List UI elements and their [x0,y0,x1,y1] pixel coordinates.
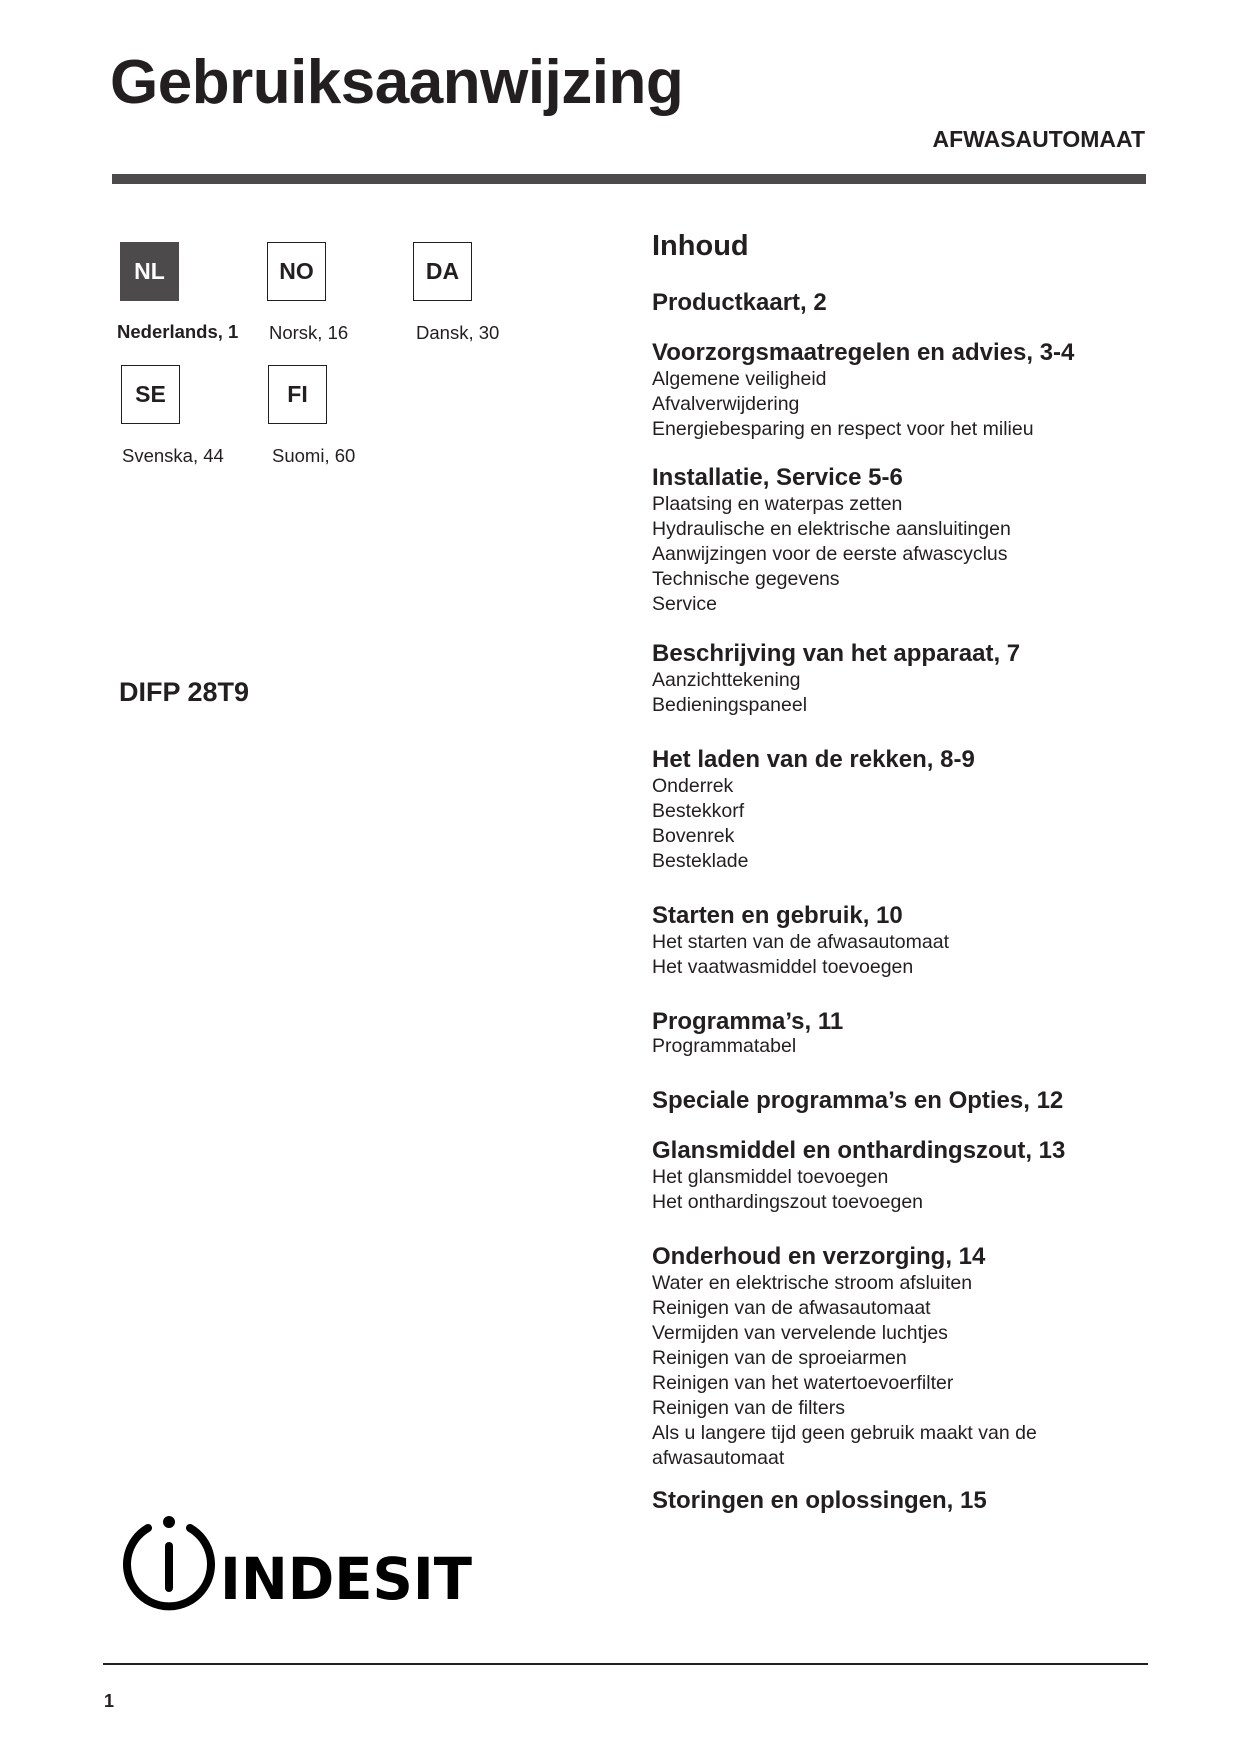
toc-heading[interactable]: Glansmiddel en onthardingszout, 13 [652,1137,1066,1164]
toc-title: Inhoud [652,230,749,262]
language-code: NO [279,258,314,284]
footer-rule [103,1663,1148,1665]
language-box-fi[interactable] [268,365,327,424]
language-code: DA [425,258,460,284]
document-title: Gebruiksaanwijzing [110,48,684,117]
language-label-no[interactable]: Norsk, 16 [269,322,349,343]
toc-item[interactable]: Plaatsing en waterpas zetten [652,493,903,515]
language-box-se[interactable] [121,365,180,424]
toc-item[interactable]: Bestekkorf [652,800,745,822]
toc-item[interactable]: Bedieningspaneel [652,694,808,716]
toc-heading[interactable]: Installatie, Service 5-6 [652,464,903,491]
toc-item[interactable]: Het onthardingszout toevoegen [652,1191,924,1213]
toc-heading[interactable]: Het laden van de rekken, 8-9 [652,746,975,773]
toc-item[interactable]: Programmatabel [652,1035,797,1057]
language-code: SE [135,381,166,407]
toc-item[interactable]: Het vaatwasmiddel toevoegen [652,956,914,978]
toc-item[interactable]: Aanwijzingen voor de eerste afwascyclus [652,543,1008,565]
language-box-nl[interactable] [120,242,179,301]
toc-heading[interactable]: Productkaart, 2 [652,289,827,316]
toc-item[interactable]: Het glansmiddel toevoegen [652,1166,889,1188]
toc-item[interactable]: Vermijden van vervelende luchtjes [652,1322,948,1344]
power-i-icon [127,1516,211,1606]
toc-item[interactable]: Aanzichttekening [652,669,801,691]
toc-heading[interactable]: Beschrijving van het apparaat, 7 [652,640,1021,667]
toc-item[interactable]: Het starten van de afwasautomaat [652,931,950,953]
toc-item[interactable]: Besteklade [652,850,749,872]
product-type: AFWASAUTOMAAT [932,126,1145,152]
toc-item[interactable]: Bovenrek [652,825,735,847]
toc-heading[interactable]: Storingen en oplossingen, 15 [652,1487,987,1514]
language-box-da[interactable] [413,242,472,301]
toc-heading[interactable]: Programma’s, 11 [652,1008,844,1035]
toc-item[interactable]: afwasautomaat [652,1447,785,1469]
toc-item[interactable]: Service [652,593,718,615]
toc-item[interactable]: Hydraulische en elektrische aansluitingen [652,518,1011,540]
page-number: 1 [104,1691,115,1711]
logo-text: INDESIT [220,1545,473,1613]
language-label-da[interactable]: Dansk, 30 [416,322,500,343]
language-label-nl[interactable]: Nederlands, 1 [117,321,239,342]
toc-item[interactable]: Onderrek [652,775,734,797]
toc-item[interactable]: Afvalverwijdering [652,393,800,415]
toc-item[interactable]: Reinigen van de sproeiarmen [652,1347,907,1369]
indesit-logo [118,1514,474,1614]
model-number: DIFP 28T9 [119,677,250,707]
toc-item[interactable]: Reinigen van het watertoevoerfilter [652,1372,954,1394]
language-box-no[interactable] [267,242,326,301]
language-label-se[interactable]: Svenska, 44 [122,445,224,466]
toc-item[interactable]: Reinigen van de afwasautomaat [652,1297,931,1319]
toc-heading[interactable]: Starten en gebruik, 10 [652,902,903,929]
toc-item[interactable]: Als u langere tijd geen gebruik maakt van de [652,1422,1037,1444]
language-code: NL [134,258,165,284]
header-divider-bar [112,174,1146,184]
toc-heading[interactable]: Voorzorgsmaatregelen en advies, 3-4 [652,339,1075,366]
toc-item[interactable]: Energiebesparing en respect voor het milieu [652,418,1034,440]
toc-item[interactable]: Algemene veiligheid [652,368,827,390]
language-code: FI [287,381,308,407]
toc-item[interactable]: Water en elektrische stroom afsluiten [652,1272,973,1294]
toc-heading[interactable]: Onderhoud en verzorging, 14 [652,1243,986,1270]
language-label-fi[interactable]: Suomi, 60 [272,445,356,466]
toc-heading[interactable]: Speciale programma’s en Opties, 12 [652,1087,1064,1114]
toc-item[interactable]: Reinigen van de filters [652,1397,845,1419]
toc-item[interactable]: Technische gegevens [652,568,840,590]
